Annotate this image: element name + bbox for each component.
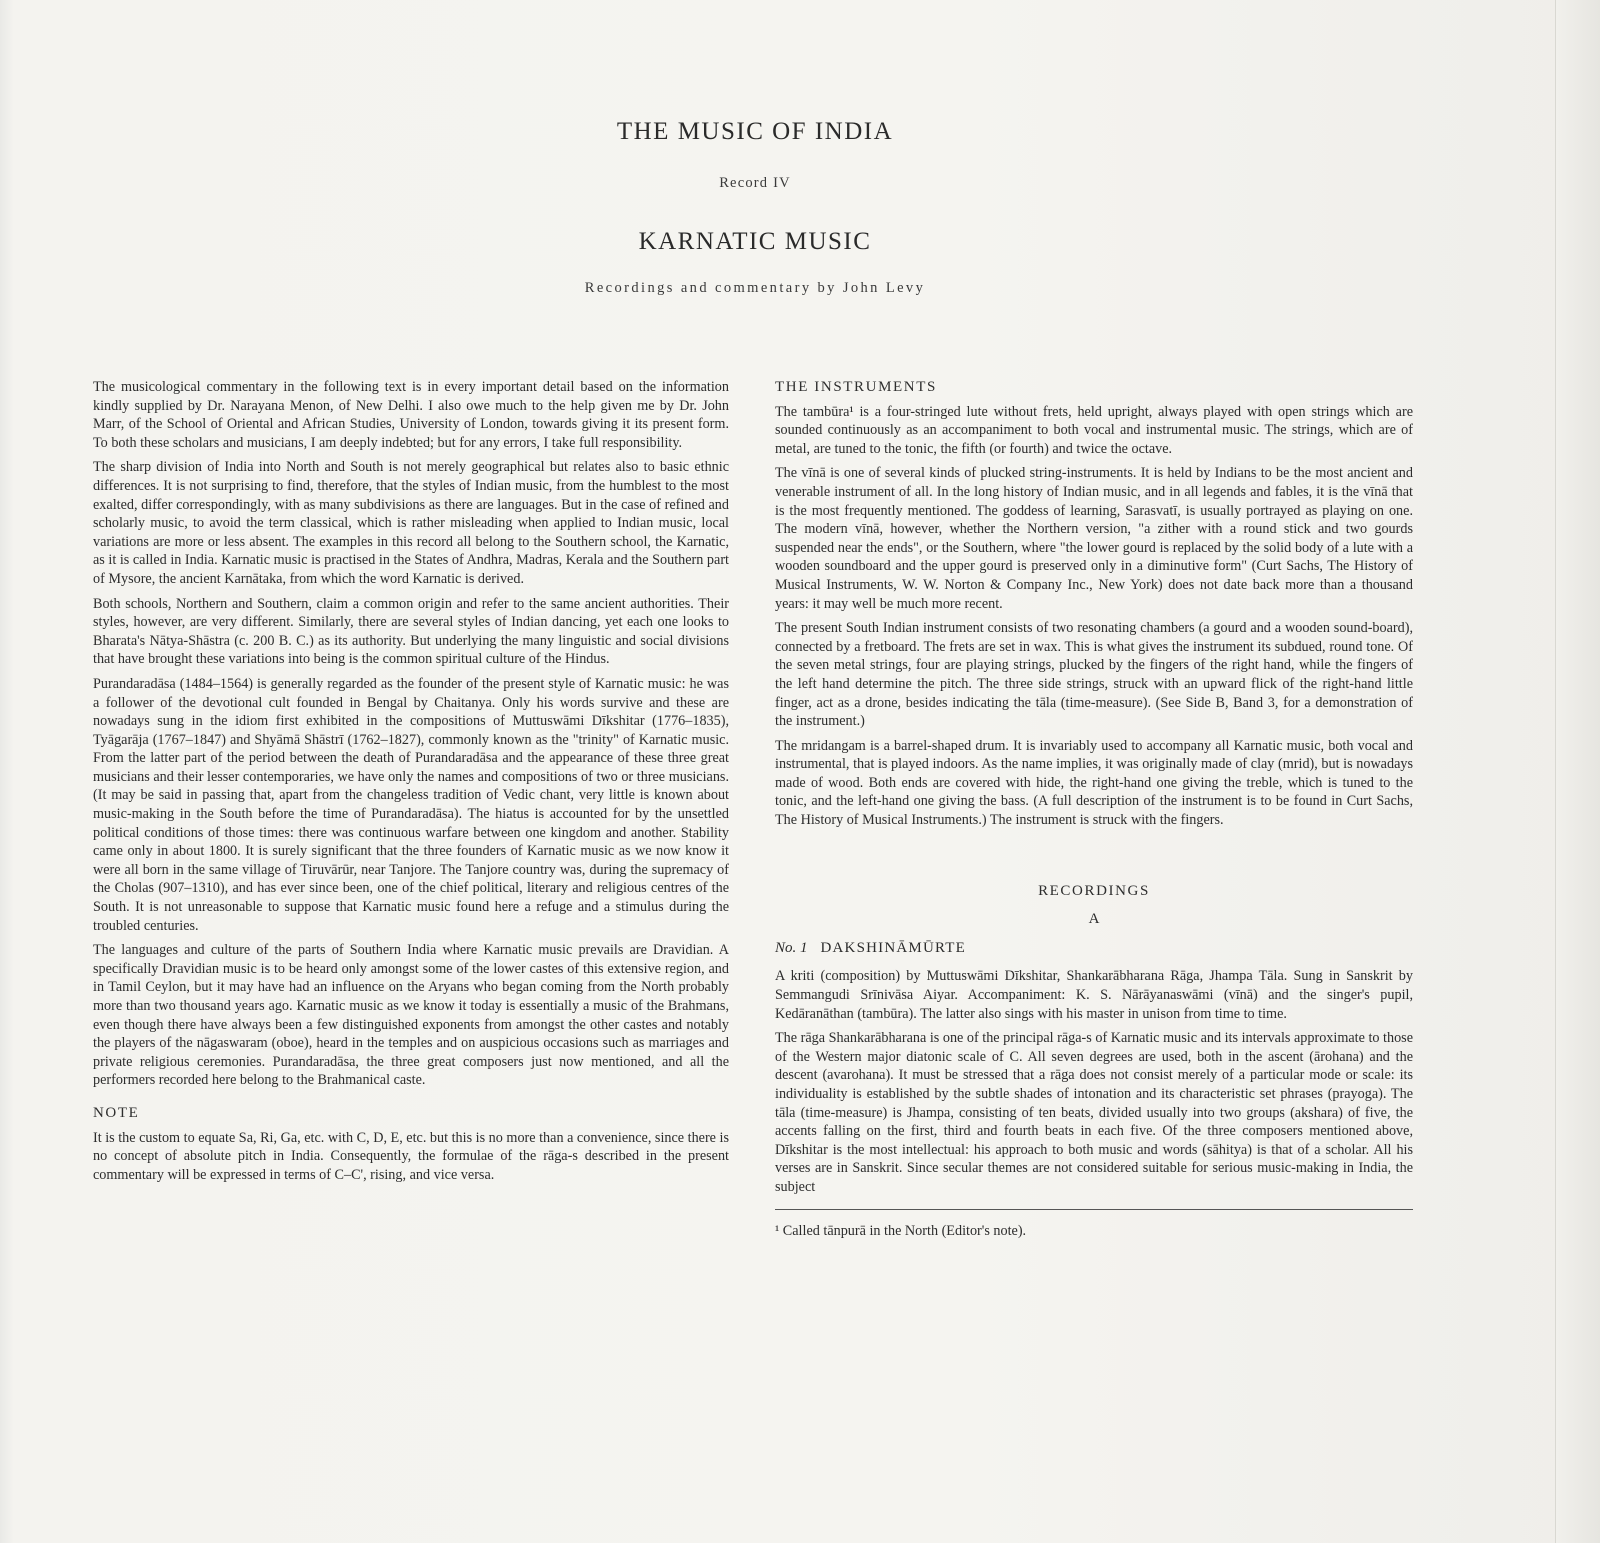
- instruments-heading: THE INSTRUMENTS: [775, 379, 937, 395]
- page-edge: [1555, 0, 1600, 1543]
- side-letter: A: [1088, 911, 1100, 928]
- paragraph-intro: The musicological commentary in the following text is in every important detail based on the information kindly supplied by Dr. Narayana Menon, of New Delhi. I also owe much to the help given me by Dr. John Marr, of the School of Oriental and African Studies, University of London, towards giving it its present form. To both these scholars and musicians, I am deeply indebted; but for any errors, I take full responsibility.: [93, 379, 729, 451]
- paragraph-schools: Both schools, Northern and Southern, claim a common origin and refer to the same ancient authorities. Their styles, however, are very different. Similarly, there are several styles of Indian dancing, yet each one looks to Bharata's Nātya-Shāstra (c. 200 B. C.) as its authority. But underlying the many linguistic and social divisions that have brought these variations into being is the common spiritual culture of the Hindus.: [93, 595, 729, 668]
- page-subtitle: KARNATIC MUSIC: [638, 228, 872, 255]
- paragraph-kriti: A kriti (composition) by Muttuswāmi Dīkshitar, Shankarābharana Rāga, Jhampa Tāla. Sung in Sanskrit by Semmangudi Srīnivāsa Aiyar. Accompaniment: K. S. Nārāyanaswāmi (vīnā) and the singer's pupil, Kedāranāthan (tambūra). The latter also sings with his master in unison from time to time.: [775, 968, 1413, 1022]
- paragraph-dravidian: The languages and culture of the parts of Southern India where Karnatic music prevails are Dravidian. A specifically Dravidian music is to be heard only amongst some of the lower castes of this extensive region, and in Tamil Ceylon, but it may have had an influence on the Aryans who began coming from the North probably more than two thousand years ago. Karnatic music as we know it today is essentially a music of the Brahmans, even though there have always been a few distinguished exponents from amongst the other castes and notably the players of the nāgaswaram (oboe), heard in the temples and on auspicious occasions such as marriages and private religious ceremonies. Purandaradāsa, the three great composers just now mentioned, and all the performers recorded here belong to the Brahmanical caste.: [93, 942, 729, 1089]
- paragraph-mridangam: The mridangam is a barrel-shaped drum. It is invariably used to accompany all Karnatic music, both vocal and instrumental, that is played indoors. As the name implies, it was originally made of clay (mrid), but is nowadays made of wood. Both ends are covered with hide, the right-hand one giving the treble, which is tuned to the tonic, and the left-hand one giving the bass. (A full description of the instrument is to be found in Curt Sachs, The History of Musical Instruments.) The instrument is struck with the fingers.: [775, 737, 1413, 829]
- footnote-rule: [775, 1209, 1413, 1210]
- record-number: Record IV: [719, 175, 791, 191]
- paragraph-south-indian-instrument: The present South Indian instrument consists of two resonating chambers (a gourd and a wooden sound-board), connected by a fretboard. The frets are set in wax. This is what gives the instrument its subdued, round tone. Of the seven metal strings, four are playing strings, plucked by the fingers of the right hand, while the fingers of the left hand determine the pitch. The three side strings, struck with an upward flick of the right-hand little finger, act as a drone, besides indicating the tāla (time-measure). (See Side B, Band 3, for a demonstration of the instrument.): [775, 620, 1413, 730]
- page-title: THE MUSIC OF INDIA: [616, 118, 894, 145]
- item-title: DAKSHINĀMŪRTE: [820, 939, 967, 956]
- right-column: [775, 378, 1413, 1240]
- paragraph-raga: The rāga Shankarābharana is one of the principal rāga-s of Karnatic music and its intervals approximate to those of the Western major diatonic scale of C. All seven degrees are used, both in the ascent (ārohana) and the descent (avarohana). It must be stressed that a rāga does not consist merely of a particular mode or scale: its individuality is established by the subtle shades of intonation and its characteristic set phrases (prayoga). The tāla (time-measure) is Jhampa, consisting of ten beats, divided usually into two groups (akshara) of five, the accents falling on the first, third and fourth beats in each five. Of the three composers mentioned above, Dīkshitar is the most intellectual: his approach to both music and words (sāhitya) is that of a scholar. All his verses are in Sanskrit. Since secular themes are not considered suitable for serious music-making in India, the subject: [775, 1030, 1413, 1195]
- credits-line: Recordings and commentary by John Levy: [584, 280, 926, 296]
- footnote: ¹ Called tānpurā in the North (Editor's note).: [775, 1222, 1027, 1239]
- paragraph-purandaradasa: Purandaradāsa (1484–1564) is generally regarded as the founder of the present style of Karnatic music: he was a follower of the devotional cult founded in Bengal by Chaitanya. Only his words survive and these are nowadays sung in the idiom first exhibited in the compositions of Muttuswāmi Dīkshitar (1776–1835), Tyāgarāja (1767–1847) and Shyāmā Shāstrī (1762–1827), commonly known as the "trinity" of Karnatic music. From the latter part of the period between the death of Purandaradāsa and the appearance of these three great musicians and their lesser contemporaries, we have only the names and compositions of two or three musicians. (It may be said in passing that, apart from the changeless tradition of Vedic chant, very little is known about music-making in the South before the time of Purandaradāsa). The hiatus is accounted for by the unsettled political conditions of those times: there was continuous warfare between one kingdom and another. Stability came only in about 1800. It is surely significant that the three founders of Karnatic music as we now know it were all born in the same village of Tiruvārūr, near Tanjore. The Tanjore country was, during the supremacy of the Cholas (907–1310), and has ever since been, one of the chief political, literary and religious centres of the South. It is not unreasonable to suppose that Karnatic music found here a refuge and a stimulus during the troubled centuries.: [93, 675, 729, 934]
- left-column: [93, 378, 729, 1190]
- note-heading: NOTE: [93, 1104, 140, 1121]
- recordings-heading: RECORDINGS: [1038, 882, 1150, 899]
- paragraph-tambura: The tambūra¹ is a four-stringed lute without frets, held upright, always played with open strings which are sounded continuously as an accompaniment to both vocal and instrumental music. The strings, which are of metal, are tuned to the tonic, the fifth (or fourth) and twice the octave.: [775, 403, 1413, 457]
- paragraph-north-south: The sharp division of India into North and South is not merely geographical but relates also to basic ethnic differences. It is not surprising to find, therefore, that the styles of Indian music, from the humblest to the most exalted, differ correspondingly, with as many subdivisions as there are languages. But in the case of refined and scholarly music, to avoid the term classical, which is rather misleading when applied to Indian music, local variations are more or less absent. The examples in this record all belong to the Southern school, the Karnatic, as it is called in India. Karnatic music is practised in the States of Andhra, Madras, Kerala and the Southern part of Mysore, the ancient Karnātaka, from which the word Karnatic is derived.: [93, 459, 729, 587]
- item-heading: [775, 939, 1413, 958]
- paragraph-vina: The vīnā is one of several kinds of plucked string-instruments. It is held by Indians to be the most ancient and venerable instrument of all. In the long history of Indian music, and in all legends and fables, it is the vīnā that is the most frequently mentioned. The goddess of learning, Sarasvatī, is usually portrayed as playing on one. The modern vīnā, however, whether the Northern version, "a zither with a round stick and two gourds suspended near the ends", or the Southern, where "the lower gourd is replaced by the solid body of a lute with a wooden soundboard and the upper gourd is preserved only in a diminutive form" (Curt Sachs, The History of Musical Instruments, W. W. Norton & Company Inc., New York) does not date back more than a thousand years: it may well be much more recent.: [775, 465, 1413, 612]
- note-text: It is the custom to equate Sa, Ri, Ga, etc. with C, D, E, etc. but this is no more than a convenience, since there is no concept of absolute pitch in India. Consequently, the formulae of the rāga-s described in the present commentary will be expressed in terms of C–C', rising, and vice versa.: [93, 1129, 729, 1183]
- item-number: No. 1: [775, 939, 808, 956]
